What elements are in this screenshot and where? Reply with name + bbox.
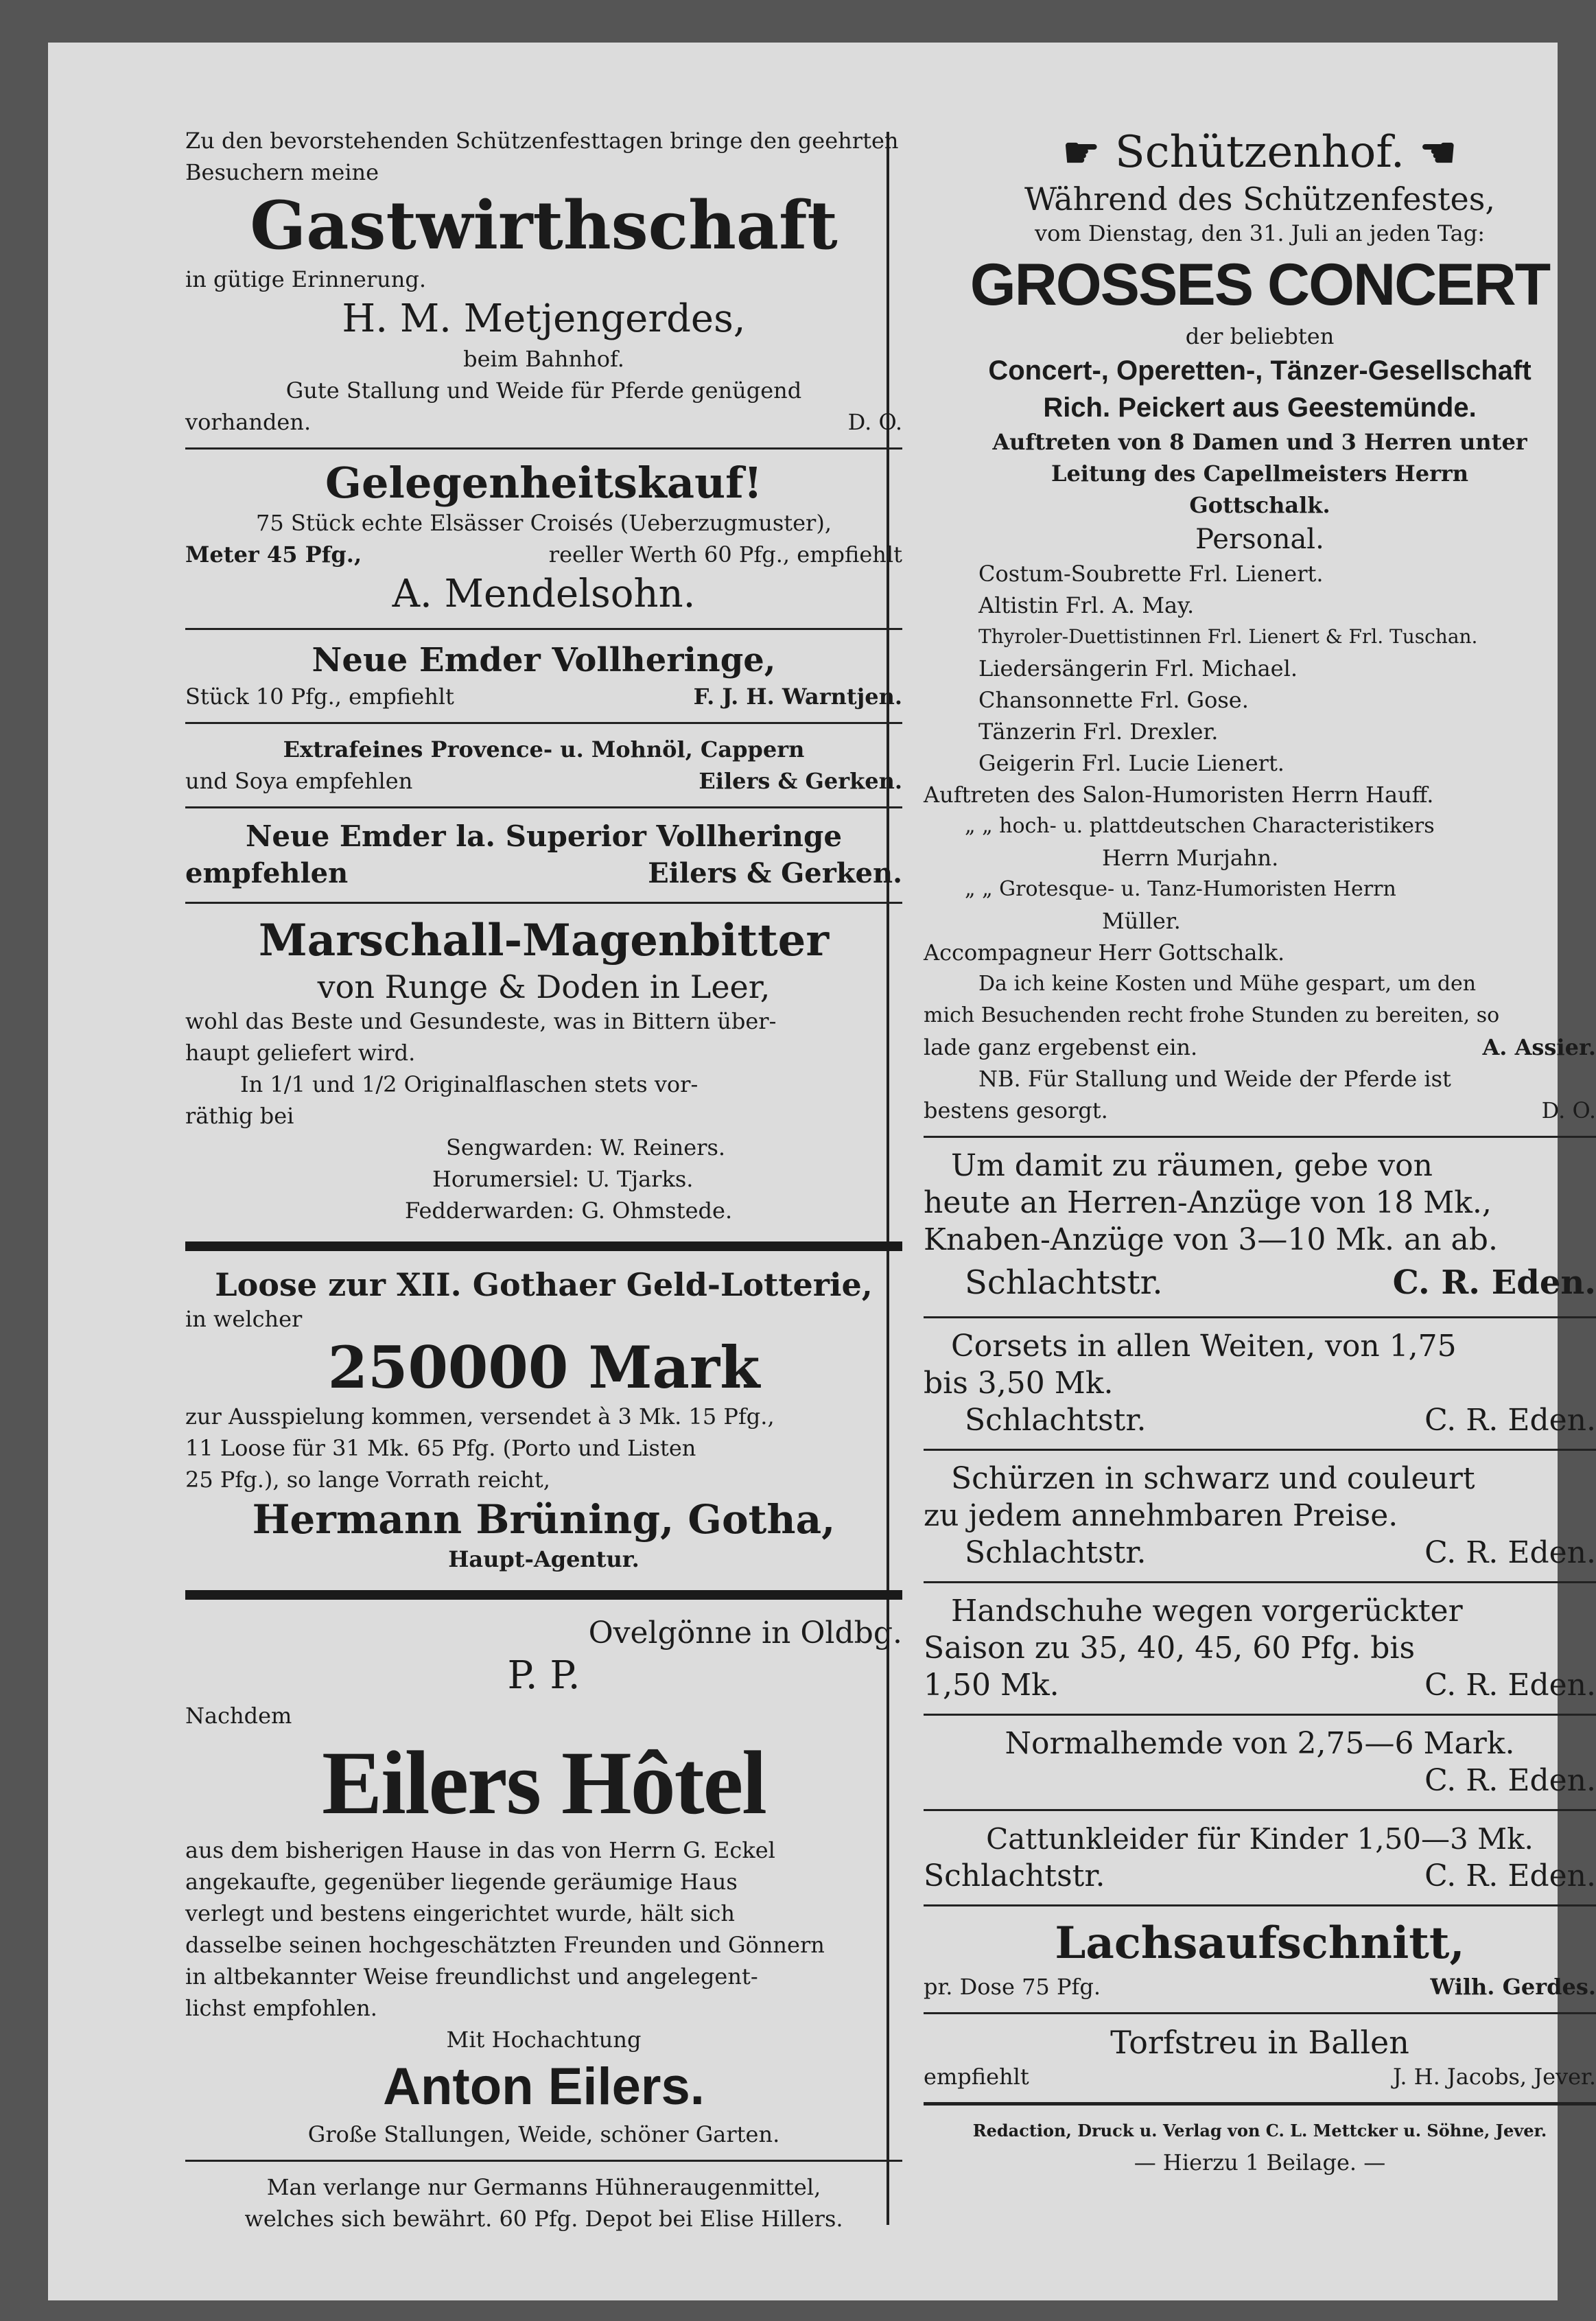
advertiser-name: C. R. Eden.: [1424, 1763, 1596, 1798]
ad-place: Ovelgönne in Oldbg.: [588, 1616, 902, 1651]
ad-headline: Eilers Hôtel: [322, 1732, 766, 1833]
ad-text: haupt geliefert wird.: [185, 1040, 416, 1066]
ad-text: Um damit zu räumen, gebe von: [951, 1148, 1433, 1183]
ad-vollheringe: [185, 640, 902, 712]
ad-gastwirthschaft: [185, 125, 902, 438]
ad-row: [924, 1402, 1596, 1439]
ad-text: Saison zu 35, 40, 45, 60 Pfg. bis: [924, 1631, 1416, 1666]
ad-separator: [185, 806, 902, 808]
ad-text: Große Stallungen, Weide, schöner Garten.: [307, 2121, 780, 2147]
ad-text: empfiehlt: [924, 2064, 1029, 2090]
ad-text: Extrafeines Provence- u. Mohnöl, Cappern: [283, 736, 805, 762]
stockist: Sengwarden: W. Reiners.: [446, 1134, 726, 1160]
ad-separator: [924, 1809, 1596, 1811]
ad-row: [924, 2061, 1596, 2092]
ad-text: reeller Werth 60 Pfg., empfiehlt: [548, 541, 902, 568]
ad-eilers-hotel: [185, 1615, 902, 2150]
ad-text: dasselbe seinen hochgeschätzten Freunden und Gönnern: [185, 1932, 825, 1958]
ad-text: in altbekannter Weise freundlichst und angelegent-: [185, 1963, 758, 1990]
cast-member: Chansonnette Frl. Gose.: [978, 687, 1249, 713]
advertiser-name: Anton Eilers.: [383, 2057, 705, 2116]
advertiser-name: F. J. H. Warntjen.: [693, 684, 902, 710]
ad-text: vorhanden.: [185, 409, 312, 435]
ad-text: Knaben-Anzüge von 3—10 Mk. an ab.: [924, 1222, 1498, 1257]
ad-gothaer-lotterie: [185, 1266, 902, 1575]
ad-separator: [185, 447, 902, 450]
ad-text: Accompagneur Herr Gottschalk.: [924, 940, 1285, 966]
advertiser-name: C. R. Eden.: [1424, 1535, 1596, 1570]
ad-text: Nachdem: [185, 1703, 292, 1729]
ad-text: wohl das Beste und Gesundeste, was in Bittern über-: [185, 1008, 777, 1034]
ad-text: angekaufte, gegenüber liegende geräumige Haus: [185, 1869, 738, 1895]
ad-eden-normalhemde: [924, 1725, 1596, 1799]
ad-headline: Gastwirthschaft: [250, 187, 838, 264]
advertiser-name: C. R. Eden.: [1424, 1668, 1596, 1703]
ad-schuetzenhof: [924, 125, 1596, 1126]
ad-separator-thick: [185, 1241, 902, 1251]
ad-row: [924, 1535, 1596, 1572]
cast-member: Altistin Frl. A. May.: [978, 592, 1195, 618]
ad-text: heute an Herren-Anzüge von 18 Mk.,: [924, 1185, 1492, 1220]
ad-separator: [185, 2160, 902, 2162]
ad-separator: [924, 1449, 1596, 1451]
ad-row: [924, 1667, 1596, 1704]
ad-text: lichst empfohlen.: [185, 1995, 377, 2021]
ad-text: Schlachtstr.: [965, 1263, 1163, 1302]
ad-row: [185, 406, 902, 438]
ad-separator: [924, 1581, 1596, 1583]
imprint-text: Redaction, Druck u. Verlag von C. L. Mettcker u. Söhne, Jever.: [972, 2121, 1547, 2141]
ad-headline: Schützenhof.: [1114, 127, 1405, 178]
ad-headline: Neue Emder Vollheringe,: [312, 641, 776, 679]
ad-separator: [924, 1904, 1596, 1906]
ad-text: aus dem bisherigen Hause in das von Herrn G. Eckel: [185, 1837, 775, 1863]
ad-text: 11 Loose für 31 Mk. 65 Pfg. (Porto und Listen: [185, 1435, 696, 1461]
advertiser-name: A. Mendelsohn.: [392, 572, 696, 616]
ad-text: und Soya empfehlen: [185, 768, 413, 794]
cast-member: Geigerin Frl. Lucie Lienert.: [978, 750, 1284, 776]
ad-headline-row: [924, 125, 1596, 180]
ad-row: [924, 1031, 1596, 1063]
advertiser-name: J. H. Jacobs, Jever.: [1392, 2064, 1596, 2090]
ad-text: pr. Dose 75 Pfg.: [924, 1974, 1101, 2000]
ad-text: Mit Hochachtung: [446, 2027, 642, 2053]
advertiser-name: Hermann Brüning, Gotha,: [252, 1496, 836, 1543]
ad-gelegenheitskauf: [185, 459, 902, 618]
advertiser-name: Wilh. Gerdes.: [1430, 1974, 1596, 2000]
ad-row: [924, 1858, 1596, 1895]
imprint: [924, 2115, 1596, 2178]
ad-eden-raeumung: [924, 1147, 1596, 1307]
ad-headline: Marschall-Magenbitter: [258, 915, 830, 966]
ad-text: Da ich keine Kosten und Mühe gespart, um den: [978, 972, 1477, 996]
advertiser-name: C. R. Eden.: [1424, 1858, 1596, 1893]
ad-text: Auftreten des Salon-Humoristen Herrn Hauff.: [924, 782, 1434, 808]
advertiser-name: A. Assier.: [1482, 1034, 1596, 1060]
ad-provence-oel: [185, 734, 902, 797]
ad-headline: Gelegenheitskauf!: [325, 458, 762, 508]
ad-text: Leitung des Capellmeisters Herrn: [1051, 460, 1469, 487]
ad-separator: [924, 1316, 1596, 1318]
ad-headline: Torfstreu in Ballen: [1110, 2024, 1409, 2061]
left-column: [185, 125, 902, 2235]
ad-eden-corsets: [924, 1328, 1596, 1439]
ad-text: Schlachtstr.: [965, 1535, 1147, 1570]
advertiser-name: H. M. Metjengerdes,: [342, 296, 746, 341]
ad-eden-schuerzen: [924, 1460, 1596, 1572]
ad-text: Handschuhe wegen vorgerückter: [951, 1594, 1463, 1629]
ad-separator: [924, 2102, 1596, 2106]
stockist: Fedderwarden: G. Ohmstede.: [405, 1198, 733, 1224]
ad-text: NB. Für Stallung und Weide der Pferde ist: [978, 1066, 1451, 1092]
ad-separator: [185, 902, 902, 904]
ad-headline: Loose zur XII. Gothaer Geld-Lotterie,: [215, 1266, 873, 1303]
pointing-hand-icon: ☛: [1062, 129, 1100, 177]
stockist: Horumersiel: U. Tjarks.: [432, 1166, 694, 1192]
ad-amount: 250000 Mark: [327, 1333, 760, 1401]
ad-text: zur Ausspielung kommen, versendet à 3 Mk. 15 Pfg.,: [185, 1403, 775, 1430]
right-column: [924, 125, 1596, 2178]
ad-text: Schlachtstr.: [924, 1858, 1105, 1893]
ad-text: Gottschalk.: [1189, 492, 1330, 518]
ad-eden-handschuhe: [924, 1593, 1596, 1704]
ad-separator: [924, 1714, 1596, 1716]
ad-initials: D. O.: [1541, 1097, 1596, 1123]
ad-separator: [924, 1136, 1596, 1138]
ad-text: Rich. Peickert aus Geestemünde.: [1043, 393, 1477, 423]
ad-text: Concert-, Operetten-, Tänzer-Gesellschaft: [988, 355, 1532, 386]
ad-text: Haupt-Agentur.: [448, 1546, 639, 1572]
ad-subheadline: von Runge & Doden in Leer,: [317, 968, 771, 1005]
ad-text: räthig bei: [185, 1103, 294, 1129]
ad-row: [185, 765, 902, 797]
imprint-text: — Hierzu 1 Beilage. —: [1134, 2149, 1386, 2176]
ad-text: Normalhemde von 2,75—6 Mark.: [1005, 1726, 1515, 1761]
ad-separator-thick: [185, 1590, 902, 1600]
ad-text: mich Besuchenden recht frohe Stunden zu bereiten, so: [924, 1003, 1500, 1027]
ad-row: [185, 681, 902, 712]
ad-text: 1,50 Mk.: [924, 1668, 1059, 1703]
ad-headline: GROSSES CONCERT: [970, 252, 1550, 318]
cast-member: Costum-Soubrette Frl. Lienert.: [978, 561, 1324, 587]
ad-text: Zu den bevorstehenden Schützenfesttagen bringe den geehrten Besuchern meine: [185, 128, 899, 185]
ad-text: 25 Pfg.), so lange Vorrath reicht,: [185, 1467, 550, 1493]
ad-text: in welcher: [185, 1306, 303, 1332]
ad-text: 75 Stück echte Elsässer Croisés (Ueberzugmuster),: [256, 510, 832, 536]
ad-text: P. P.: [507, 1653, 580, 1698]
ad-torfstreu: [924, 2024, 1596, 2092]
ad-lachsaufschnitt: [924, 1916, 1596, 2003]
ad-text: in gütige Erinnerung.: [185, 266, 427, 292]
ad-marschall-magenbitter: [185, 913, 902, 1226]
ad-huehneraugenmittel: [185, 2171, 902, 2235]
ad-text: Schlachtstr.: [965, 1403, 1147, 1438]
ad-subheadline: Personal.: [1195, 524, 1324, 555]
ad-text: beim Bahnhof.: [463, 346, 624, 372]
ad-row: [185, 539, 902, 570]
ad-text: Schürzen in schwarz und couleurt: [951, 1461, 1475, 1496]
ad-text: welches sich bewährt. 60 Pfg. Depot bei Elise Hillers.: [244, 2206, 843, 2232]
ad-text: Gute Stallung und Weide für Pferde genügend: [285, 377, 802, 404]
ad-separator: [924, 2012, 1596, 2014]
ad-text: vom Dienstag, den 31. Juli an jeden Tag:: [1035, 220, 1485, 246]
ad-headline: Lachsaufschnitt,: [1055, 1917, 1465, 1969]
ad-text: der beliebten: [1185, 323, 1335, 349]
ad-text: Müller.: [1102, 908, 1181, 934]
ad-text: In 1/1 und 1/2 Originalflaschen stets vor-: [240, 1071, 699, 1097]
ad-text: Stück 10 Pfg., empfiehlt: [185, 684, 454, 710]
pointing-hand-icon: ☛: [1420, 129, 1457, 177]
ad-text: Herrn Murjahn.: [1102, 845, 1279, 871]
ad-text: empfehlen: [185, 857, 349, 889]
advertiser-name: Eilers & Gerken.: [648, 857, 902, 889]
ad-text: verlegt und bestens eingerichtet wurde, hält sich: [185, 1900, 736, 1926]
newspaper-page: [48, 43, 1596, 2300]
ad-price: Meter 45 Pfg.,: [185, 541, 362, 568]
cast-member: Tänzerin Frl. Drexler.: [978, 719, 1219, 745]
ad-text: lade ganz ergebenst ein.: [924, 1034, 1198, 1060]
advertiser-name: Eilers & Gerken.: [699, 768, 902, 794]
ad-text: Auftreten von 8 Damen und 3 Herren unter: [992, 429, 1527, 455]
ad-text: Corsets in allen Weiten, von 1,75: [951, 1329, 1457, 1364]
cast-member: Thyroler-Duettistinnen Frl. Lienert & Frl. Tuschan.: [978, 625, 1478, 648]
ad-separator: [185, 628, 902, 630]
ad-text: „ „ hoch- u. plattdeutschen Characteristikers: [965, 814, 1435, 838]
ad-headline: Neue Emder la. Superior Vollheringe: [245, 819, 843, 853]
advertiser-name: C. R. Eden.: [1424, 1403, 1596, 1438]
cast-member: Liedersängerin Frl. Michael.: [978, 655, 1298, 681]
advertiser-name: C. R. Eden.: [1392, 1263, 1596, 1302]
ad-row: [185, 855, 902, 892]
ad-superior-vollheringe: [185, 818, 902, 892]
ad-text: Während des Schützenfestes,: [1024, 180, 1496, 218]
ad-text: bestens gesorgt.: [924, 1097, 1108, 1123]
ad-text: Cattunkleider für Kinder 1,50—3 Mk.: [986, 1822, 1534, 1856]
ad-text: Man verlange nur Germanns Hühneraugenmittel,: [266, 2174, 821, 2200]
ad-text: „ „ Grotesque- u. Tanz-Humoristen Herrn: [965, 877, 1396, 901]
ad-eden-cattunkleider: [924, 1821, 1596, 1895]
ad-row: [924, 1259, 1596, 1307]
ad-separator: [185, 722, 902, 724]
ad-text: bis 3,50 Mk.: [924, 1366, 1114, 1401]
ad-text: zu jedem annehmbaren Preise.: [924, 1498, 1398, 1533]
ad-row: [924, 1971, 1596, 2003]
ad-row: [924, 1095, 1596, 1126]
ad-initials: D. O.: [847, 409, 902, 435]
